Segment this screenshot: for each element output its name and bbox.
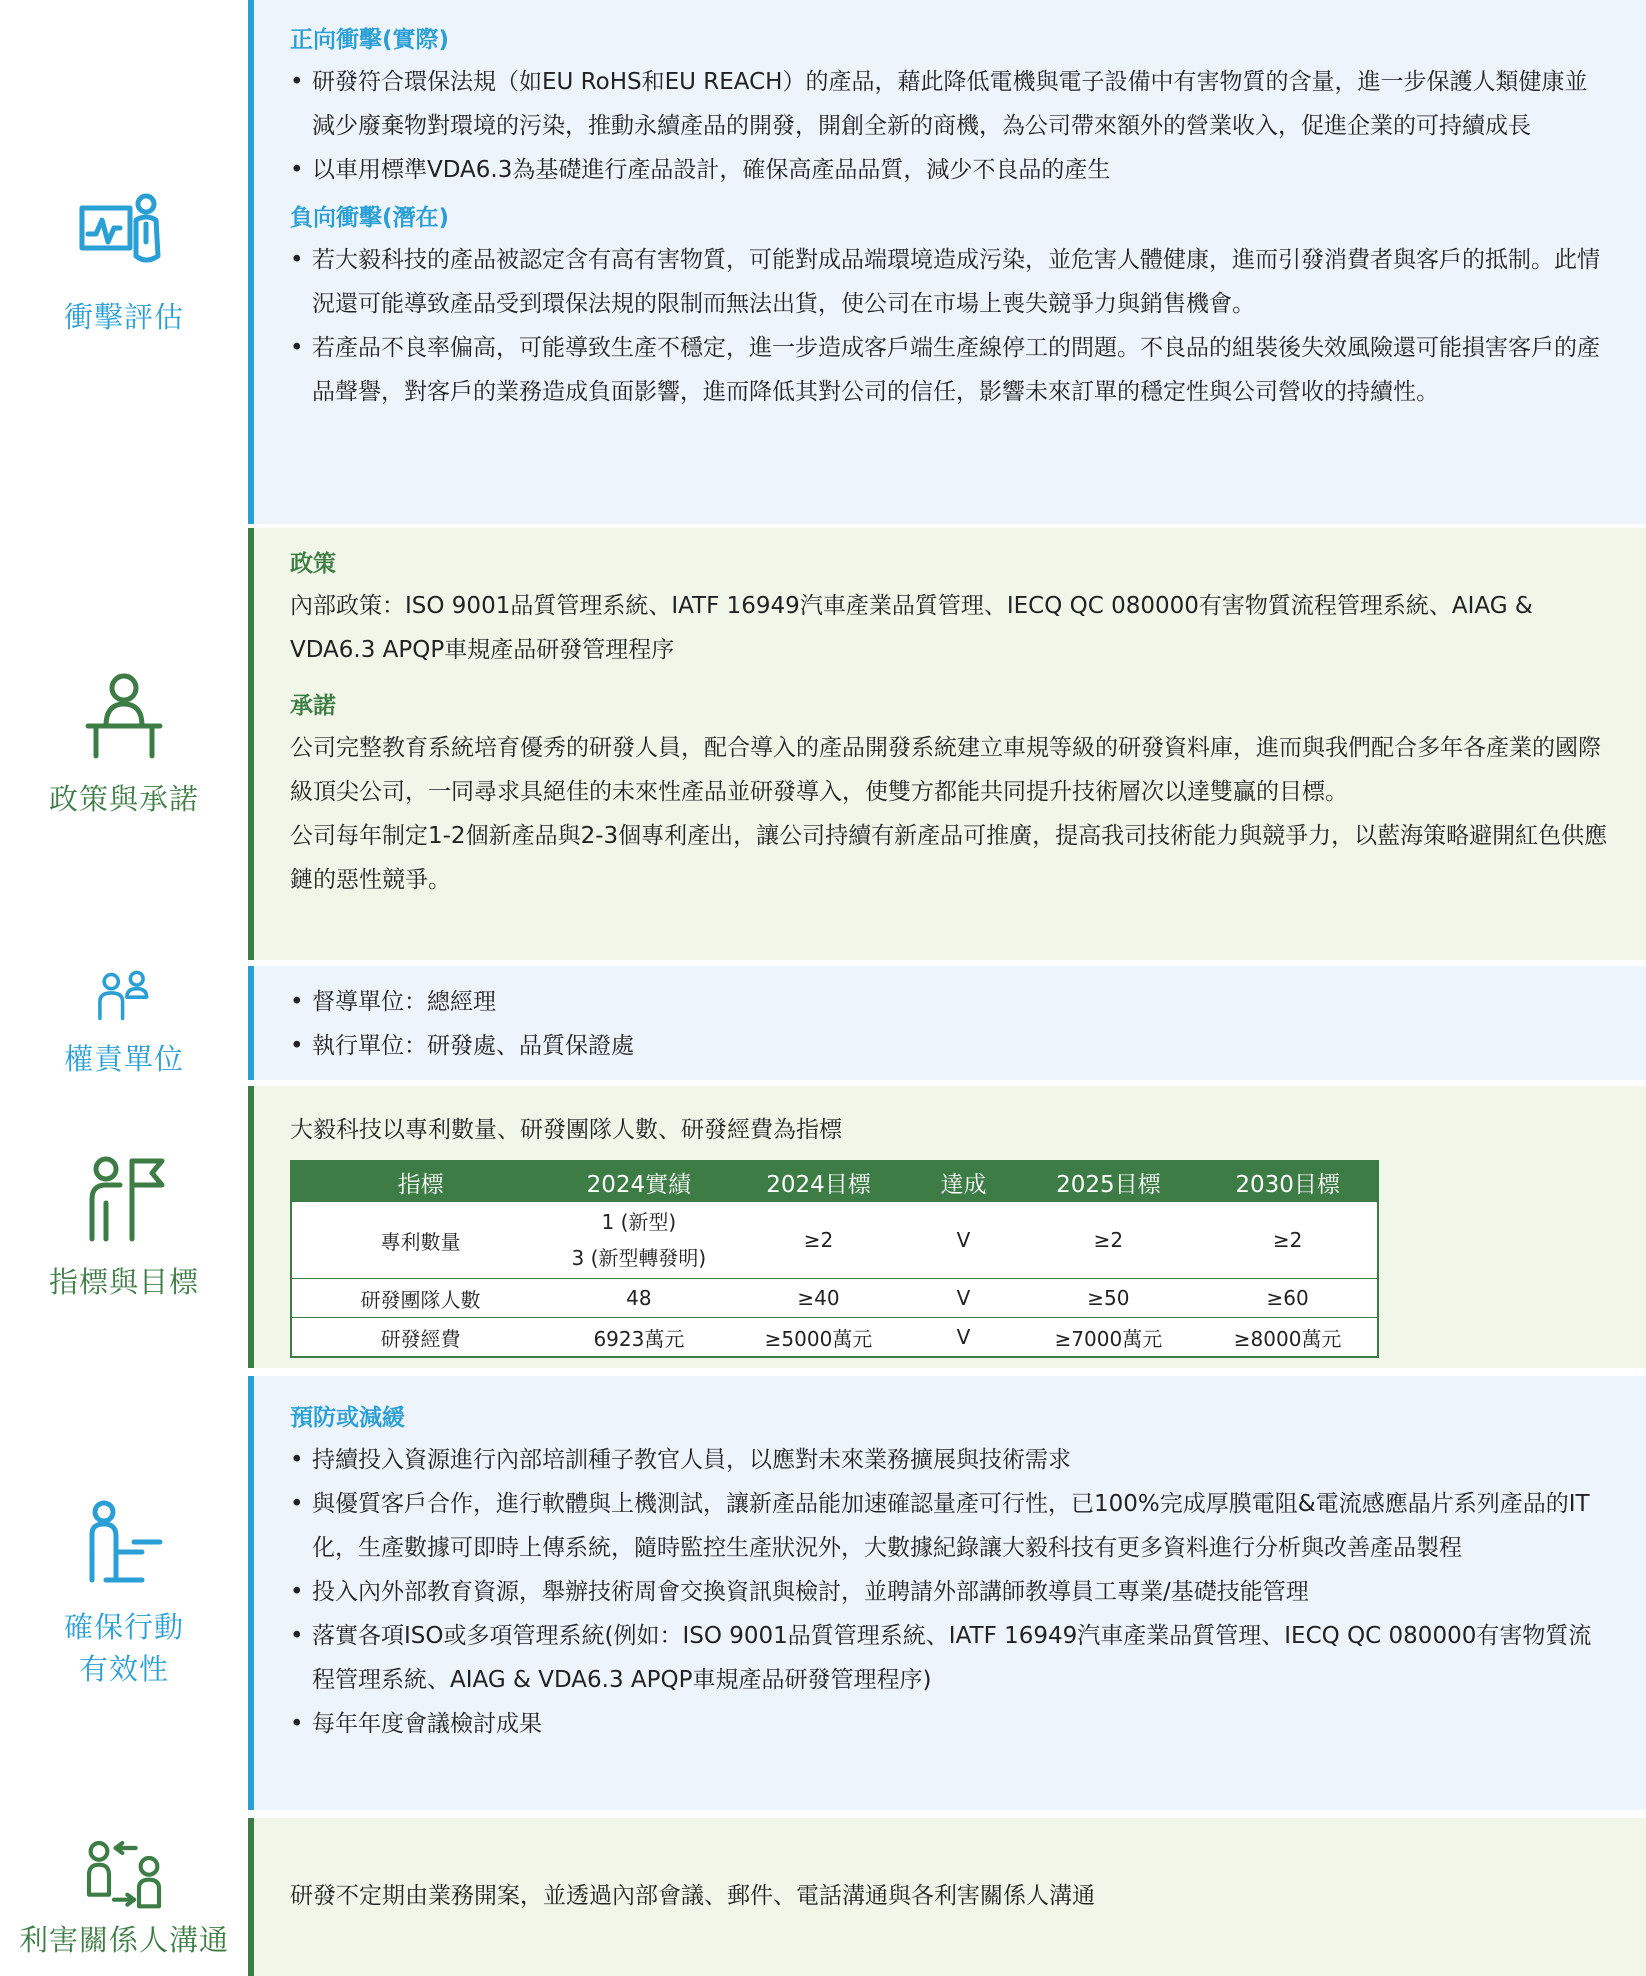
table-cell: ≥40: [729, 1279, 909, 1318]
exchange-people-icon: [78, 1833, 170, 1913]
positive-impact-list: [290, 60, 1608, 192]
table-header: 指標: [291, 1161, 549, 1202]
kpi-table: [290, 1160, 1379, 1358]
commitment-title: 承諾: [290, 693, 336, 719]
mitigation-list: [290, 1438, 1608, 1746]
list-item: • 執行單位：研發處、品質保證處: [290, 1024, 1608, 1068]
impact-section: [0, 0, 1646, 524]
table-cell: ≥8000萬元: [1198, 1318, 1378, 1358]
table-row: [291, 1318, 1378, 1358]
table-cell: ≥5000萬元: [729, 1318, 909, 1358]
kpi-sidebar: [0, 1086, 248, 1368]
table-cell: 專利數量: [291, 1202, 549, 1279]
table-row: [291, 1279, 1378, 1318]
responsibility-sidebar: [0, 966, 248, 1080]
table-cell-line: 3 (新型轉發明): [571, 1246, 707, 1270]
person-at-desk-icon: [76, 668, 172, 764]
stakeholder-label: 利害關係人溝通: [18, 1923, 229, 1957]
table-cell: ≥60: [1198, 1279, 1378, 1318]
list-item: • 每年年度會議檢討成果: [290, 1702, 1608, 1746]
mitigation-title: 預防或減緩: [290, 1405, 405, 1431]
stakeholder-content: [254, 1818, 1646, 1976]
list-item: • 持續投入資源進行內部培訓種子教官人員，以應對未來業務擴展與技術需求: [290, 1438, 1608, 1482]
list-item: • 若產品不良率偏高，可能導致生產不穩定，進一步造成客戶端生產線停工的問題。不良品的組裝後失效風險還可能損害客戶的產品聲譽，對客戶的業務造成負面影響，進而降低其對公司的信任，影響未來訂單的穩定性與公司營收的持續性。: [290, 326, 1608, 414]
responsibility-section: [0, 966, 1646, 1080]
list-item: • 與優質客戶合作，進行軟體與上機測試，讓新產品能加速確認量產可行性，已100%完成厚膜電阻&電流感應晶片系列產品的IT化，生產數據可即時上傳系統，隨時監控生產狀況外，大數據紀錄讓大毅科技有更多資料進行分析與改善產品製程: [290, 1482, 1608, 1570]
list-item: • 督導單位：總經理: [290, 980, 1608, 1024]
table-cell: [549, 1202, 729, 1279]
effectiveness-content: [254, 1376, 1646, 1810]
stakeholder-sidebar: [0, 1818, 248, 1976]
policy-content: [254, 528, 1646, 960]
commitment-text-2: 公司每年制定1-2個新產品與2-3個專利產出，讓公司持續有新產品可推廣，提高我司技術能力與競爭力，以藍海策略避開紅色供應鏈的惡性競爭。: [290, 823, 1608, 893]
people-group-icon: [82, 966, 166, 1034]
kpi-intro: 大毅科技以專利數量、研發團隊人數、研發經費為指標: [290, 1117, 842, 1143]
table-header: 2030目標: [1198, 1161, 1378, 1202]
list-item: • 若大毅科技的產品被認定含有高有害物質，可能對成品端環境造成污染，並危害人體健康，進而引發消費者與客戶的抵制。此情況還可能導致產品受到環保法規的限制而無法出貨，使公司在市場上喪失競爭力與銷售機會。: [290, 238, 1608, 326]
list-item: • 研發符合環保法規（如EU RoHS和EU REACH）的產品，藉此降低電機與電子設備中有害物質的含量，進一步保護人類健康並減少廢棄物對環境的污染，推動永續產品的開發，開創全新的商機，為公司帶來額外的營業收入，促進企業的可持續成長: [290, 60, 1608, 148]
list-item: • 投入內外部教育資源，舉辦技術周會交換資訊與檢討，並聘請外部講師教導員工專業/基礎技能管理: [290, 1570, 1608, 1614]
effectiveness-label-line2: 有效性: [78, 1652, 169, 1686]
list-item: • 落實各項ISO或多項管理系統(例如：ISO 9001品質管理系統、IATF 16949汽車產業品質管理、IECQ QC 080000有害物質流程管理系統、AIAG & VDA6.3 APQP車規產品研發管理程序): [290, 1614, 1608, 1702]
impact-content: [254, 0, 1646, 524]
table-cell: V: [908, 1202, 1018, 1279]
stakeholder-section: [0, 1818, 1646, 1976]
seated-person-icon: [76, 1496, 172, 1592]
responsibility-content: [254, 966, 1646, 1080]
table-cell-line: 1 (新型): [601, 1210, 677, 1234]
policy-title: 政策: [290, 551, 336, 577]
table-cell: V: [908, 1279, 1018, 1318]
table-header: 達成: [908, 1161, 1018, 1202]
responsibility-list: [290, 980, 1608, 1068]
effectiveness-sidebar: [0, 1376, 248, 1810]
impact-label: 衝擊評估: [63, 300, 184, 334]
positive-impact-title: 正向衝擊(實際): [290, 27, 450, 53]
policy-sidebar: [0, 528, 248, 960]
commitment-text-1: 公司完整教育系統培育優秀的研發人員，配合導入的產品開發系統建立車規等級的研發資料庫，進而與我們配合多年各產業的國際級頂尖公司，一同尋求具絕佳的未來性產品並研發導入，使雙方都能共同提升技術層次以達雙贏的目標。: [290, 735, 1601, 805]
kpi-content: [254, 1086, 1646, 1368]
table-header: 2025目標: [1019, 1161, 1199, 1202]
policy-section: [0, 528, 1646, 960]
table-cell: 6923萬元: [549, 1318, 729, 1358]
table-cell: ≥2: [729, 1202, 909, 1279]
table-header-row: [291, 1161, 1378, 1202]
table-cell: V: [908, 1318, 1018, 1358]
table-cell: 48: [549, 1279, 729, 1318]
table-header: 2024目標: [729, 1161, 909, 1202]
effectiveness-label-line1: 確保行動: [63, 1610, 184, 1644]
negative-impact-list: [290, 238, 1608, 414]
table-cell: ≥50: [1019, 1279, 1199, 1318]
stakeholder-text: 研發不定期由業務開案，並透過內部會議、郵件、電話溝通與各利害關係人溝通: [290, 1883, 1095, 1909]
table-cell: ≥2: [1198, 1202, 1378, 1279]
responsibility-label: 權責單位: [63, 1042, 184, 1076]
table-cell: 研發團隊人數: [291, 1279, 549, 1318]
table-row: [291, 1202, 1378, 1279]
policy-text: 內部政策：ISO 9001品質管理系統、IATF 16949汽車產業品質管理、IECQ QC 080000有害物質流程管理系統、AIAG & VDA6.3 APQP車規產品研發管理程序: [290, 593, 1533, 663]
negative-impact-title: 負向衝擊(潛在): [290, 205, 450, 231]
policy-label: 政策與承諾: [48, 782, 199, 816]
person-with-flag-icon: [76, 1151, 172, 1247]
chart-presentation-icon: [76, 186, 172, 282]
impact-sidebar: [0, 0, 248, 524]
effectiveness-section: [0, 1376, 1646, 1810]
list-item: • 以車用標準VDA6.3為基礎進行產品設計，確保高產品品質，減少不良品的產生: [290, 148, 1608, 192]
table-cell: 研發經費: [291, 1318, 549, 1358]
table-cell: ≥2: [1019, 1202, 1199, 1279]
kpi-label: 指標與目標: [48, 1265, 199, 1299]
table-header: 2024實績: [549, 1161, 729, 1202]
kpi-section: [0, 1086, 1646, 1368]
table-cell: ≥7000萬元: [1019, 1318, 1199, 1358]
